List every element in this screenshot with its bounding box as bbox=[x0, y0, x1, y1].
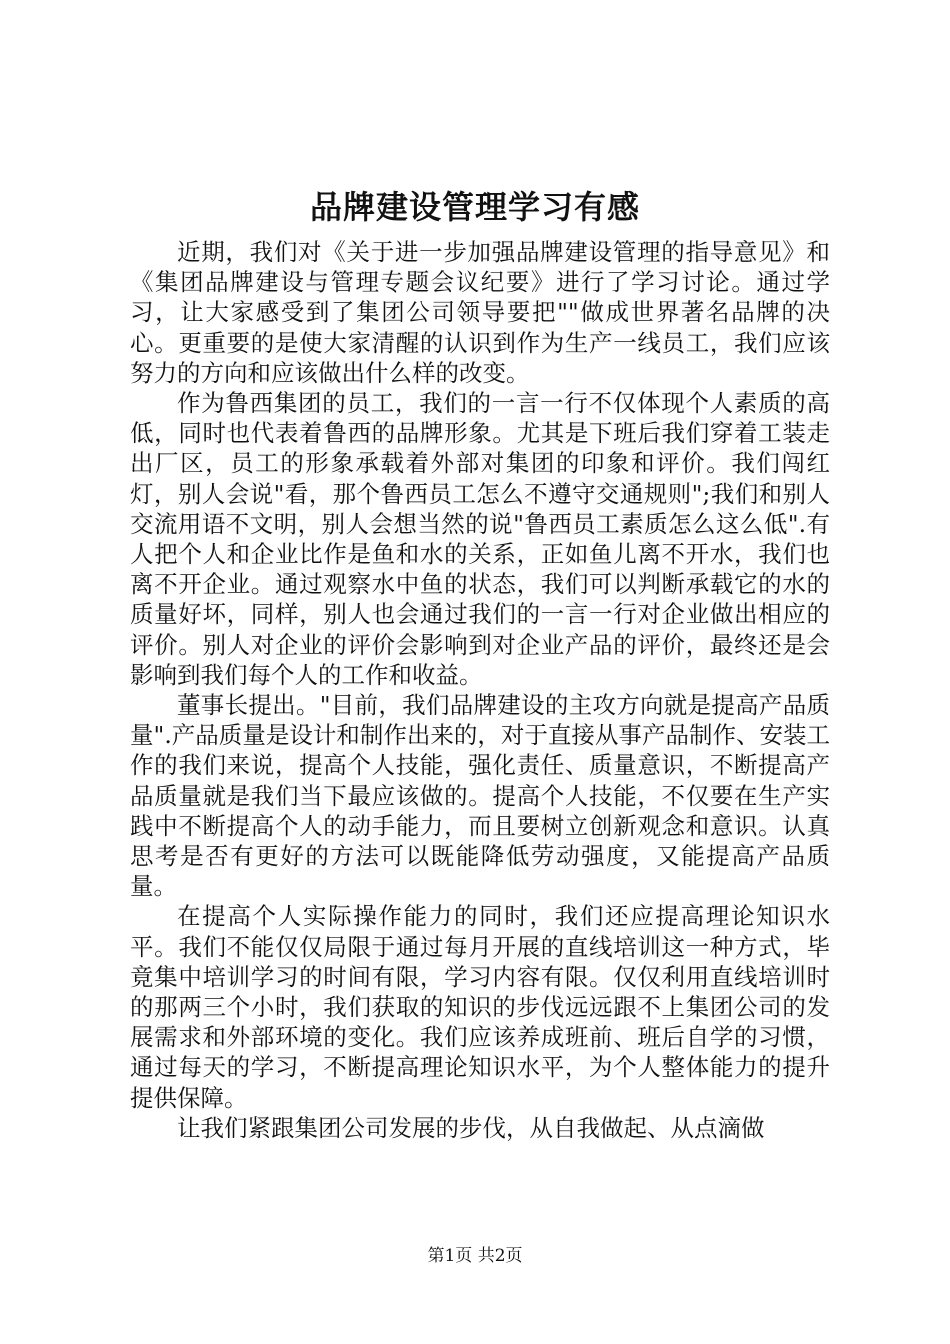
paragraph-2: 作为鲁西集团的员工，我们的一言一行不仅体现个人素质的高低，同时也代表着鲁西的品牌形象。尤其是下班后我们穿着工装走出厂区，员工的形象承载着外部对集团的印象和评价。我们闯红灯，别人会说"看，那个鲁西员工怎么不遵守交通规则";我们和别人交流用语不文明，别人会想当然的说"鲁西员工素质怎么这么低".有人把个人和企业比作是鱼和水的关系，正如鱼儿离不开水，我们也离不开企业。通过观察水中鱼的状态，我们可以判断承载它的水的质量好坏，同样，别人也会通过我们的一言一行对企业做出相应的评价。别人对企业的评价会影响到对企业产品的评价，最终还是会影响到我们每个人的工作和收益。 bbox=[130, 389, 830, 689]
paragraph-3: 董事长提出。"目前，我们品牌建设的主攻方向就是提高产品质量".产品质量是设计和制作出来的，对于直接从事产品制作、安装工作的我们来说，提高个人技能，强化责任、质量意识，不断提高产品质量就是我们当下最应该做的。提高个人技能，不仅要在生产实践中不断提高个人的动手能力，而且要树立创新观念和意识。认真思考是否有更好的方法可以既能降低劳动强度，又能提高产品质量。 bbox=[130, 691, 830, 901]
paragraph-5: 让我们紧跟集团公司发展的步伐，从自我做起、从点滴做 bbox=[177, 1113, 765, 1142]
document-body bbox=[130, 237, 830, 1187]
document-title: 品牌建设管理学习有感 bbox=[309, 188, 640, 226]
page-footer: 第1页 共2页 bbox=[427, 1246, 523, 1266]
paragraph-4: 在提高个人实际操作能力的同时，我们还应提高理论知识水平。我们不能仅仅局限于通过每月开展的直线培训这一种方式，毕竟集中培训学习的时间有限，学习内容有限。仅仅利用直线培训时的那两三个小时，我们获取的知识的步伐远远跟不上集团公司的发展需求和外部环境的变化。我们应该养成班前、班后自学的习惯，通过每天的学习，不断提高理论知识水平，为个人整体能力的提升提供保障。 bbox=[130, 902, 830, 1112]
paragraph-1: 近期，我们对《关于进一步加强品牌建设管理的指导意见》和《集团品牌建设与管理专题会议纪要》进行了学习讨论。通过学习，让大家感受到了集团公司领导要把""做成世界著名品牌的决心。更重要的是使大家清醒的认识到作为生产一线员工，我们应该努力的方向和应该做出什么样的改变。 bbox=[130, 238, 830, 387]
